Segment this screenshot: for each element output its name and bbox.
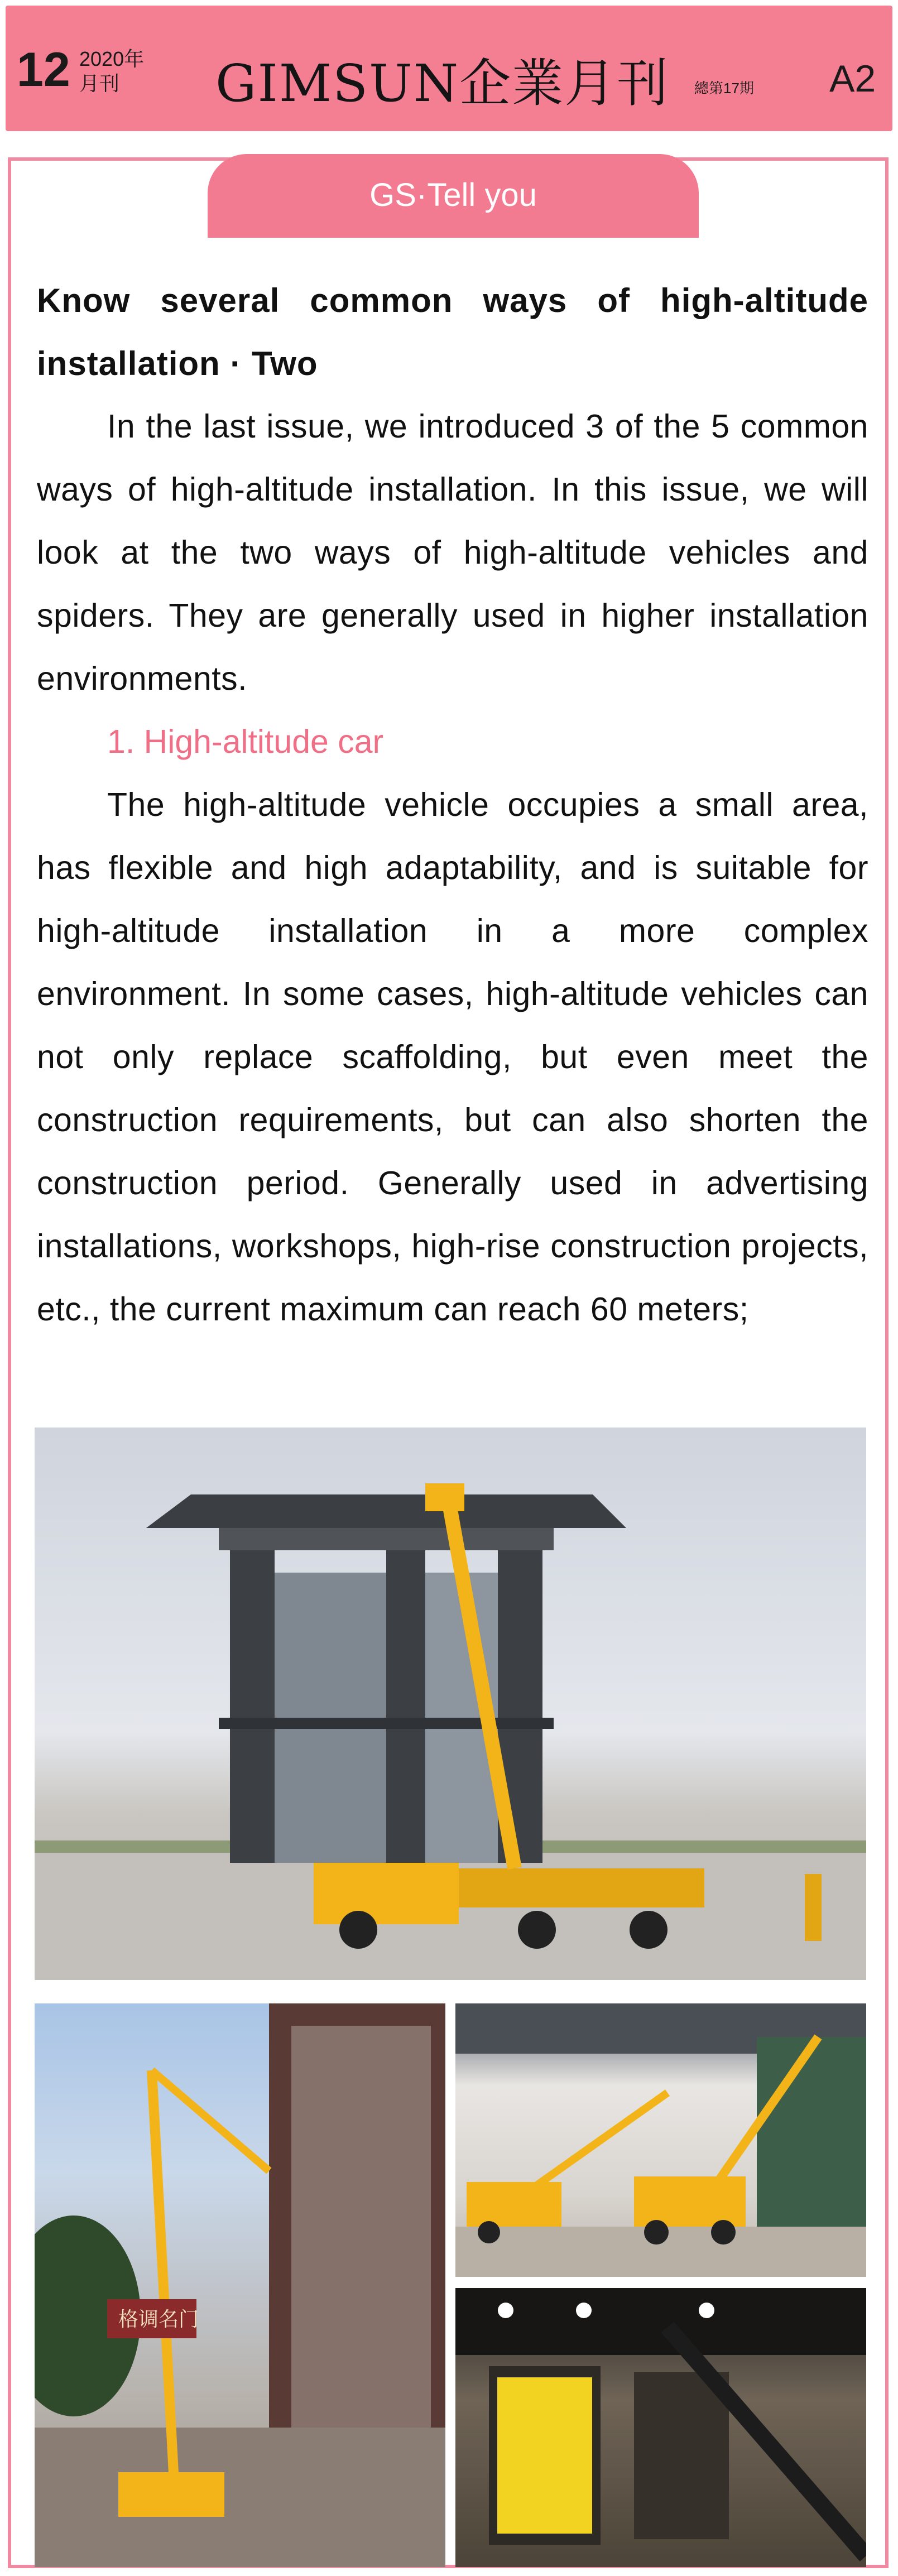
masthead bbox=[6, 6, 892, 131]
article-title: Know several common ways of high-altitude installation · Two bbox=[37, 282, 868, 382]
photo-aerial-vehicle-tower bbox=[35, 1428, 866, 1980]
issue-day: 12 bbox=[17, 43, 70, 97]
article-body: The high-altitude vehicle occupies a small area, has flexible and high adaptability, and is suitable for high-altitude installation in a more complex environment. In some cases, high-altitude vehicles can not only replace scaffolding, but even meet the construction requirements, but can also shorten the construction period. Generally used in advertising installations, workshops, high-rise construction projects, etc., the current maximum can reach 60 meters; bbox=[37, 786, 868, 1328]
page-number: A2 bbox=[829, 57, 876, 100]
issue-year: 2020年 bbox=[79, 47, 145, 70]
article bbox=[37, 269, 868, 1341]
article-intro: In the last issue, we introduced 3 of the 5 common ways of high-altitude installation. In this issue, we will look at the two ways of high-altitude vehicles and spiders. They are generally used in higher installation environments. bbox=[37, 408, 868, 697]
publication-title: GIMSUN企業月刊 bbox=[215, 54, 670, 113]
photo-night-billboard-install bbox=[455, 2288, 866, 2567]
section-tab bbox=[208, 154, 699, 238]
photo-boom-lift-building bbox=[35, 2003, 445, 2567]
issue-frequency: 月刊 bbox=[79, 72, 120, 95]
photo-trucks-under-bridge bbox=[455, 2003, 866, 2277]
issue-number: 總第17期 bbox=[694, 80, 754, 97]
billboard-text: 格调名门 bbox=[118, 2308, 199, 2331]
section-tab-label: GS·Tell you bbox=[369, 177, 537, 213]
article-subheading: 1. High-altitude car bbox=[107, 723, 384, 760]
